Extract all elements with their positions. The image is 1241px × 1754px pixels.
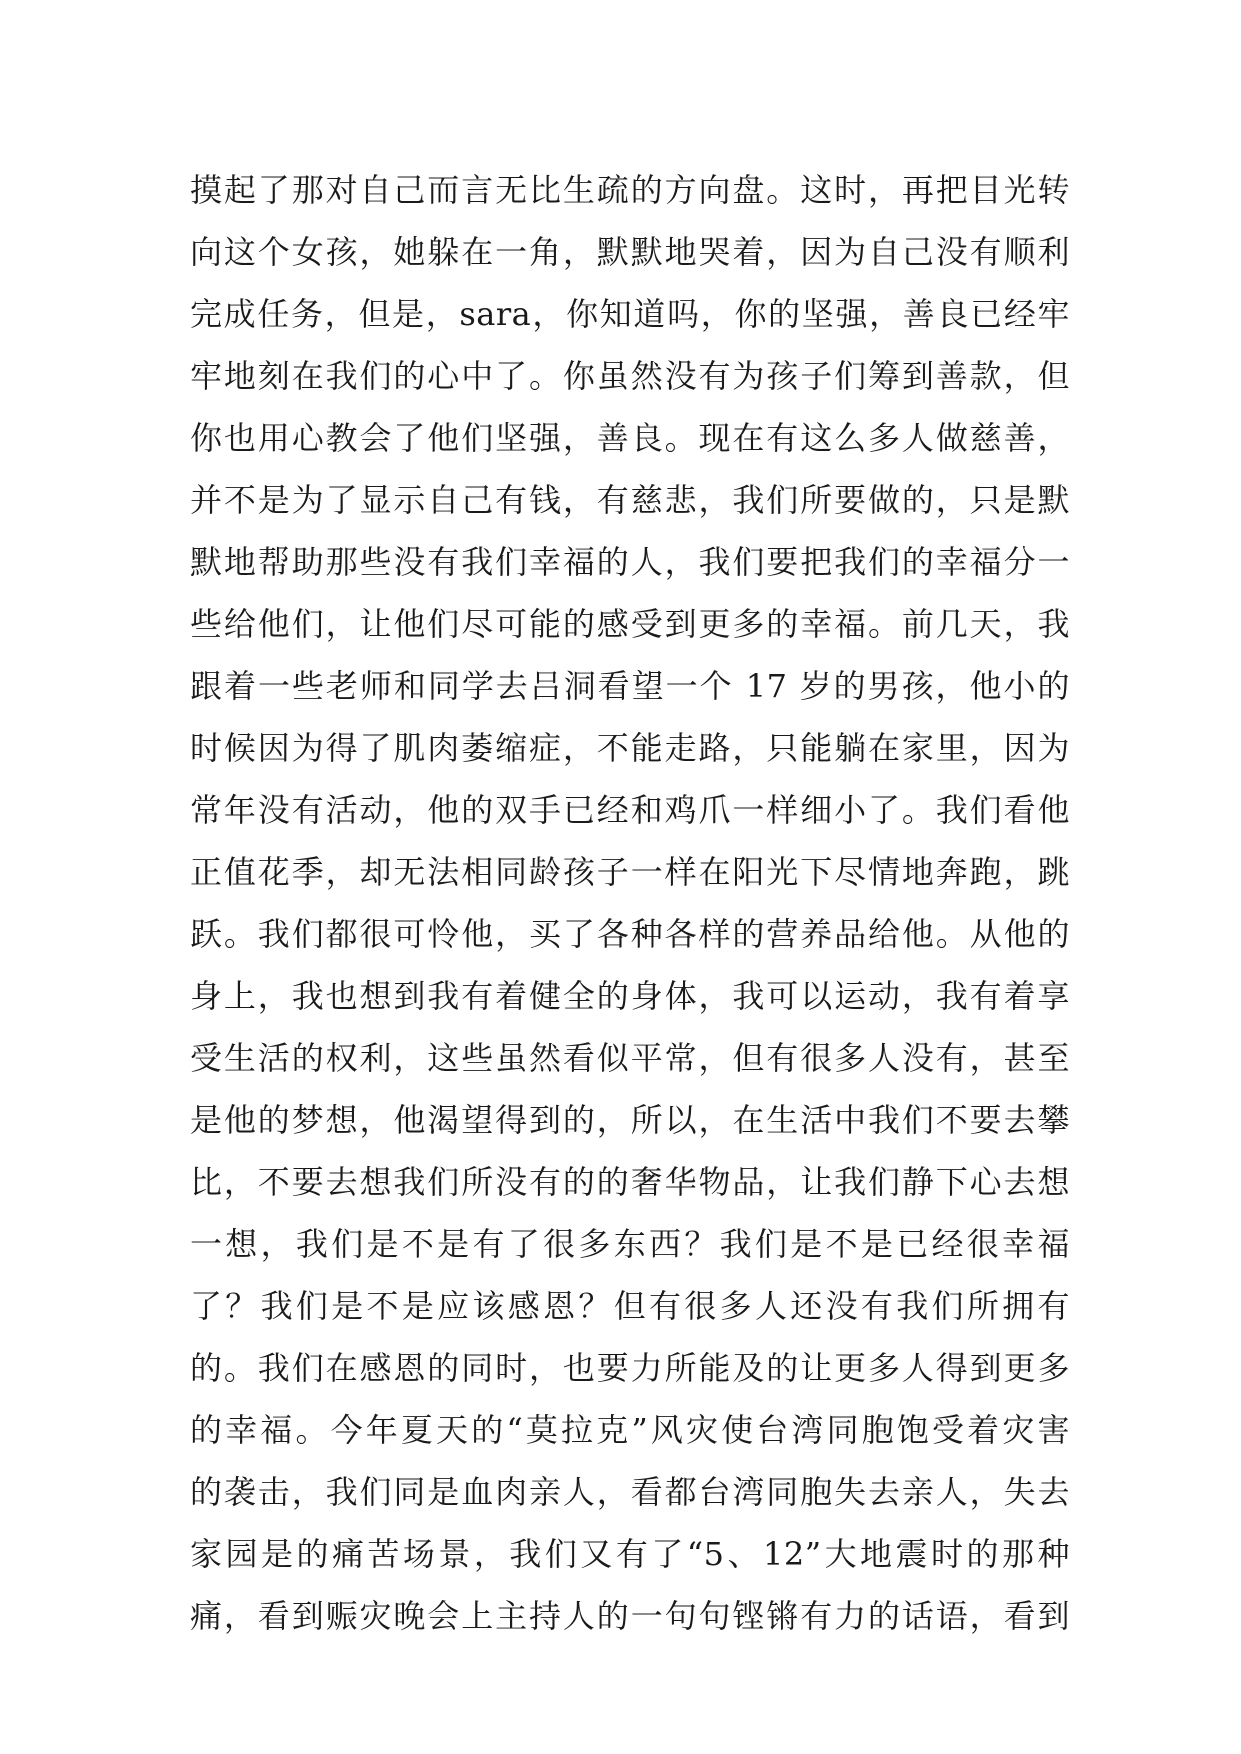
- text-line: 正值花季，却无法相同龄孩子一样在阳光下尽情地奔跑，跳: [190, 853, 1070, 891]
- body-paragraph: [190, 159, 1070, 1647]
- text-line: 摸起了那对自己而言无比生疏的方向盘。这时，再把目光转: [190, 171, 1070, 209]
- text-line: 你也用心教会了他们坚强，善良。现在有这么多人做慈善，: [190, 419, 1070, 457]
- text-line: 的幸福。今年夏天的“莫拉克”风灾使台湾同胞饱受着灾害: [190, 1411, 1070, 1449]
- text-line: 常年没有活动，他的双手已经和鸡爪一样细小了。我们看他: [190, 791, 1070, 829]
- text-line: 受生活的权利，这些虽然看似平常，但有很多人没有，甚至: [190, 1039, 1070, 1077]
- text-line: 时候因为得了肌肉萎缩症，不能走路，只能躺在家里，因为: [190, 729, 1070, 767]
- text-line: 痛，看到赈灾晚会上主持人的一句句铿锵有力的话语，看到: [190, 1597, 1070, 1635]
- text-line: 的袭击，我们同是血肉亲人，看都台湾同胞失去亲人，失去: [190, 1473, 1070, 1511]
- text-line: 的。我们在感恩的同时，也要力所能及的让更多人得到更多: [190, 1349, 1070, 1387]
- text-line: 跟着一些老师和同学去吕洞看望一个 17 岁的男孩，他小的: [190, 667, 1070, 705]
- text-line: 完成任务，但是，sara，你知道吗，你的坚强，善良已经牢: [190, 295, 1070, 333]
- text-line: 些给他们，让他们尽可能的感受到更多的幸福。前几天，我: [190, 605, 1070, 643]
- text-line: 了？我们是不是应该感恩？但有很多人还没有我们所拥有: [190, 1287, 1070, 1325]
- text-line: 是他的梦想，他渴望得到的，所以，在生活中我们不要去攀: [190, 1101, 1070, 1139]
- text-line: 跃。我们都很可怜他，买了各种各样的营养品给他。从他的: [190, 915, 1070, 953]
- text-line: 牢地刻在我们的心中了。你虽然没有为孩子们筹到善款，但: [190, 357, 1070, 395]
- text-line: 一想，我们是不是有了很多东西？我们是不是已经很幸福: [190, 1225, 1070, 1263]
- text-line: 默地帮助那些没有我们幸福的人，我们要把我们的幸福分一: [190, 543, 1070, 581]
- text-line: 身上，我也想到我有着健全的身体，我可以运动，我有着享: [190, 977, 1070, 1015]
- text-line: 并不是为了显示自己有钱，有慈悲，我们所要做的，只是默: [190, 481, 1070, 519]
- text-line: 家园是的痛苦场景，我们又有了“5、12”大地震时的那种: [190, 1535, 1070, 1573]
- text-line: 向这个女孩，她躲在一角，默默地哭着，因为自己没有顺利: [190, 233, 1070, 271]
- text-line: 比，不要去想我们所没有的的奢华物品，让我们静下心去想: [190, 1163, 1070, 1201]
